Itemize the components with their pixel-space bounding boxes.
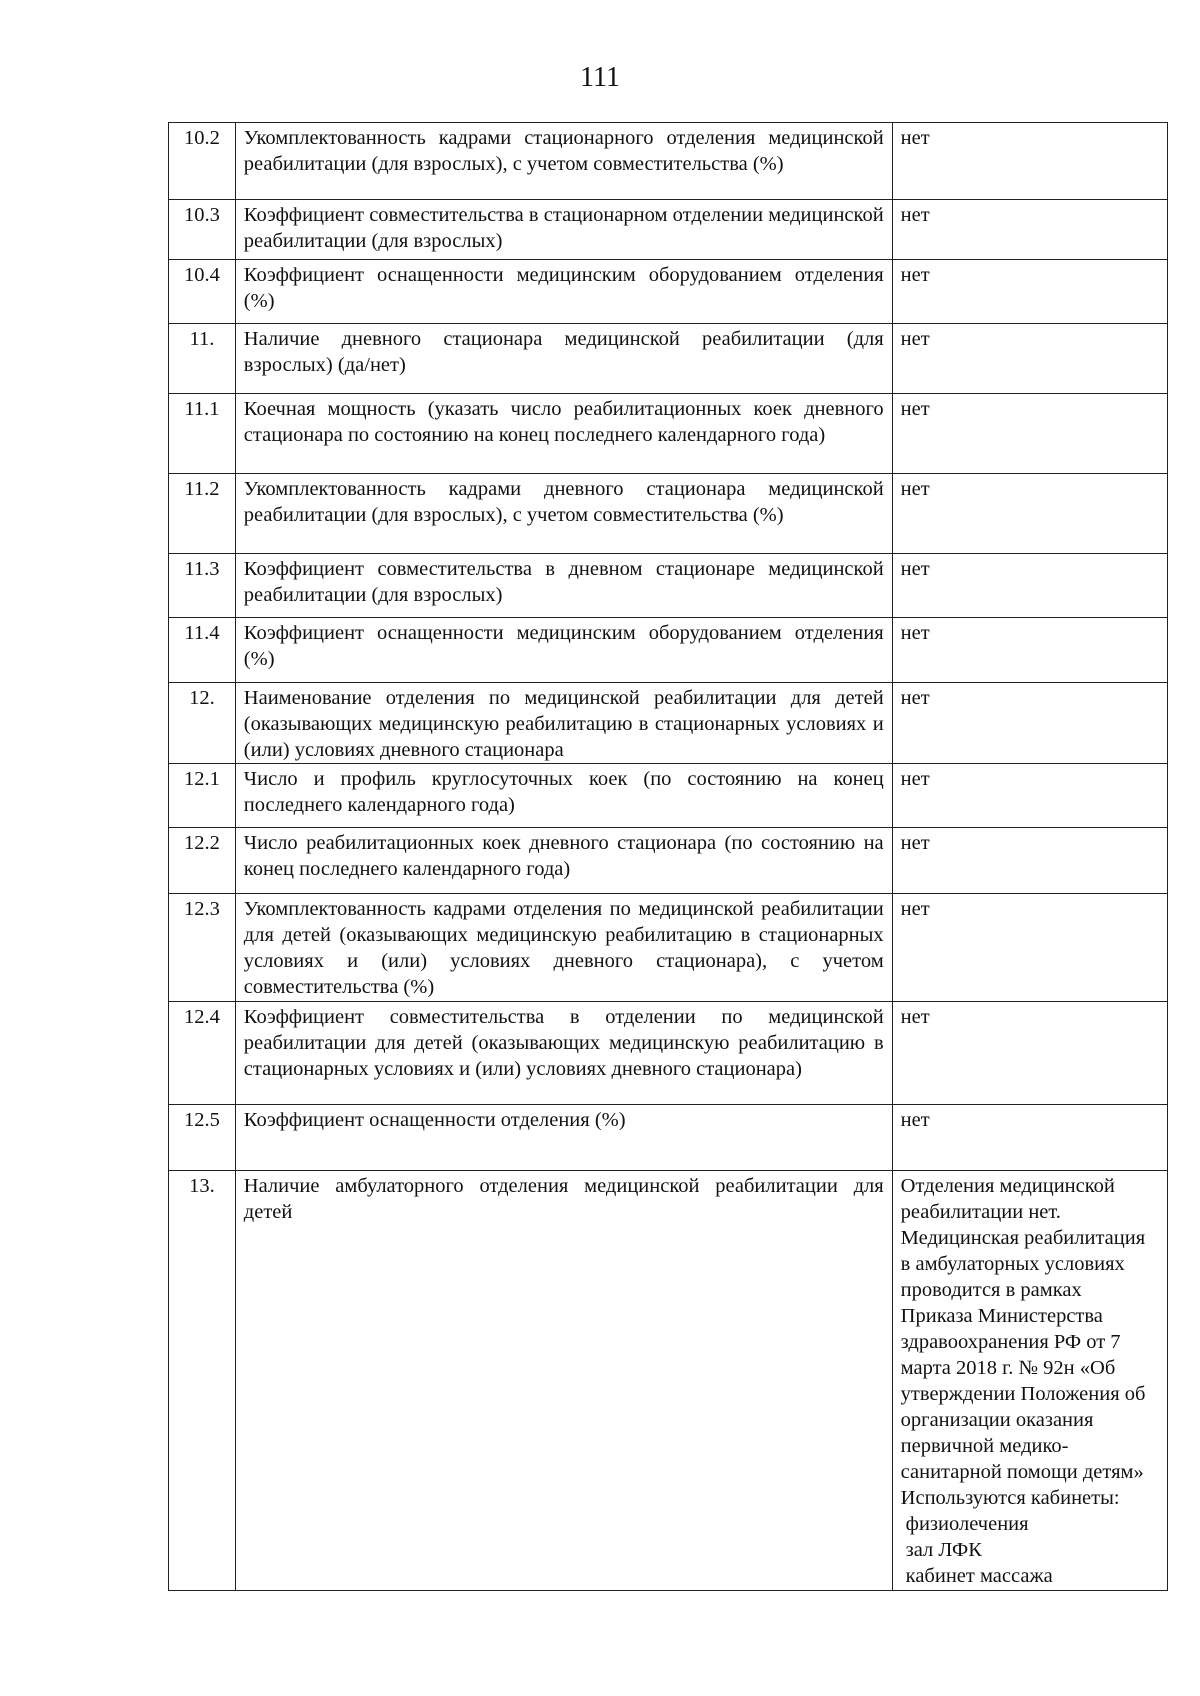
row-value: нет	[892, 894, 1167, 1002]
value-line: физиолечения	[905, 1513, 1029, 1535]
value-line: Используются кабинеты:	[900, 1487, 1120, 1509]
row-value: нет	[892, 200, 1167, 260]
row-description: Укомплектованность кадрами отделения по медицинской реабилитации для детей (оказывающих медицинскую реабилитацию в стационарных условиях и (или) условиях дневного стационара), с учетом совместительства (%)	[235, 894, 892, 1002]
row-value-details	[892, 1171, 1167, 1591]
row-number: 11.2	[169, 474, 236, 554]
row-description: Число и профиль круглосуточных коек (по состоянию на конец последнего календарного года)	[235, 764, 892, 828]
table-row	[169, 200, 1168, 260]
table-row	[169, 394, 1168, 474]
table-row	[169, 1002, 1168, 1105]
row-number: 12.2	[169, 828, 236, 894]
row-value: нет	[892, 764, 1167, 828]
row-number: 11.	[169, 324, 236, 394]
value-line: санитарной помощи детям»	[900, 1461, 1144, 1483]
table-row	[169, 324, 1168, 394]
table-row	[169, 764, 1168, 828]
row-number: 12.5	[169, 1105, 236, 1171]
value-line: кабинет массажа	[905, 1565, 1053, 1587]
row-description: Коэффициент совместительства в стационарном отделении медицинской реабилитации (для взрослых)	[235, 200, 892, 260]
row-value: нет	[892, 828, 1167, 894]
row-description: Укомплектованность кадрами дневного стационара медицинской реабилитации (для взрослых), с учетом совместительства (%)	[235, 474, 892, 554]
row-number: 12.1	[169, 764, 236, 828]
table-row	[169, 123, 1168, 200]
table-row	[169, 554, 1168, 618]
row-description: Число реабилитационных коек дневного стационара (по состоянию на конец последнего календарного года)	[235, 828, 892, 894]
indicators-table	[168, 122, 1168, 1591]
row-description: Наличие амбулаторного отделения медицинской реабилитации для детей	[235, 1171, 892, 1591]
value-line: реабилитации нет.	[900, 1201, 1061, 1223]
row-value: нет	[892, 554, 1167, 618]
table-row	[169, 894, 1168, 1002]
value-line: проводится в рамках	[900, 1279, 1082, 1301]
row-description: Коэффициент оснащенности медицинским оборудованием отделения (%)	[235, 260, 892, 324]
row-description: Коечная мощность (указать число реабилитационных коек дневного стационара по состоянию на конец последнего календарного года)	[235, 394, 892, 474]
row-value: нет	[892, 260, 1167, 324]
row-value: нет	[892, 123, 1167, 200]
row-number: 10.2	[169, 123, 236, 200]
table-row	[169, 828, 1168, 894]
value-line: организации оказания	[900, 1409, 1094, 1431]
row-number: 11.4	[169, 618, 236, 683]
row-number: 11.1	[169, 394, 236, 474]
row-number: 12.	[169, 683, 236, 764]
row-description: Коэффициент оснащенности медицинским оборудованием отделения (%)	[235, 618, 892, 683]
value-line: утверждении Положения об	[900, 1383, 1146, 1405]
row-number: 13.	[169, 1171, 236, 1591]
row-description: Укомплектованность кадрами стационарного отделения медицинской реабилитации (для взрослых), с учетом совместительства (%)	[235, 123, 892, 200]
table-row	[169, 1171, 1168, 1591]
value-line: первичной медико-	[900, 1435, 1069, 1457]
row-description: Коэффициент совместительства в отделении по медицинской реабилитации для детей (оказывающих медицинскую реабилитацию в стационарных условиях и (или) условиях дневного стационара)	[235, 1002, 892, 1105]
table-row	[169, 474, 1168, 554]
table-row	[169, 1105, 1168, 1171]
table-row	[169, 618, 1168, 683]
value-line: Приказа Министерства	[900, 1305, 1103, 1327]
row-value: нет	[892, 1002, 1167, 1105]
row-value: нет	[892, 683, 1167, 764]
value-line: в амбулаторных условиях	[900, 1253, 1125, 1275]
row-description: Наименование отделения по медицинской реабилитации для детей (оказывающих медицинскую реабилитацию в стационарных условиях и (или) условиях дневного стационара	[235, 683, 892, 764]
value-line: здравоохранения РФ от 7	[900, 1331, 1121, 1353]
value-line: Медицинская реабилитация	[900, 1227, 1146, 1249]
value-line: марта 2018 г. № 92н «Об	[900, 1357, 1116, 1379]
row-value: нет	[892, 394, 1167, 474]
table-row	[169, 683, 1168, 764]
row-number: 10.4	[169, 260, 236, 324]
table-row	[169, 260, 1168, 324]
row-value: нет	[892, 618, 1167, 683]
row-description: Коэффициент оснащенности отделения (%)	[235, 1105, 892, 1171]
row-description: Коэффициент совместительства в дневном стационаре медицинской реабилитации (для взрослых)	[235, 554, 892, 618]
value-line: зал ЛФК	[905, 1539, 982, 1561]
row-number: 12.4	[169, 1002, 236, 1105]
row-number: 12.3	[169, 894, 236, 1002]
row-number: 10.3	[169, 200, 236, 260]
value-line: Отделения медицинской	[900, 1175, 1115, 1197]
row-description: Наличие дневного стационара медицинской реабилитации (для взрослых) (да/нет)	[235, 324, 892, 394]
row-value: нет	[892, 1105, 1167, 1171]
page-number: 111	[580, 62, 620, 93]
row-value: нет	[892, 324, 1167, 394]
row-value: нет	[892, 474, 1167, 554]
row-number: 11.3	[169, 554, 236, 618]
